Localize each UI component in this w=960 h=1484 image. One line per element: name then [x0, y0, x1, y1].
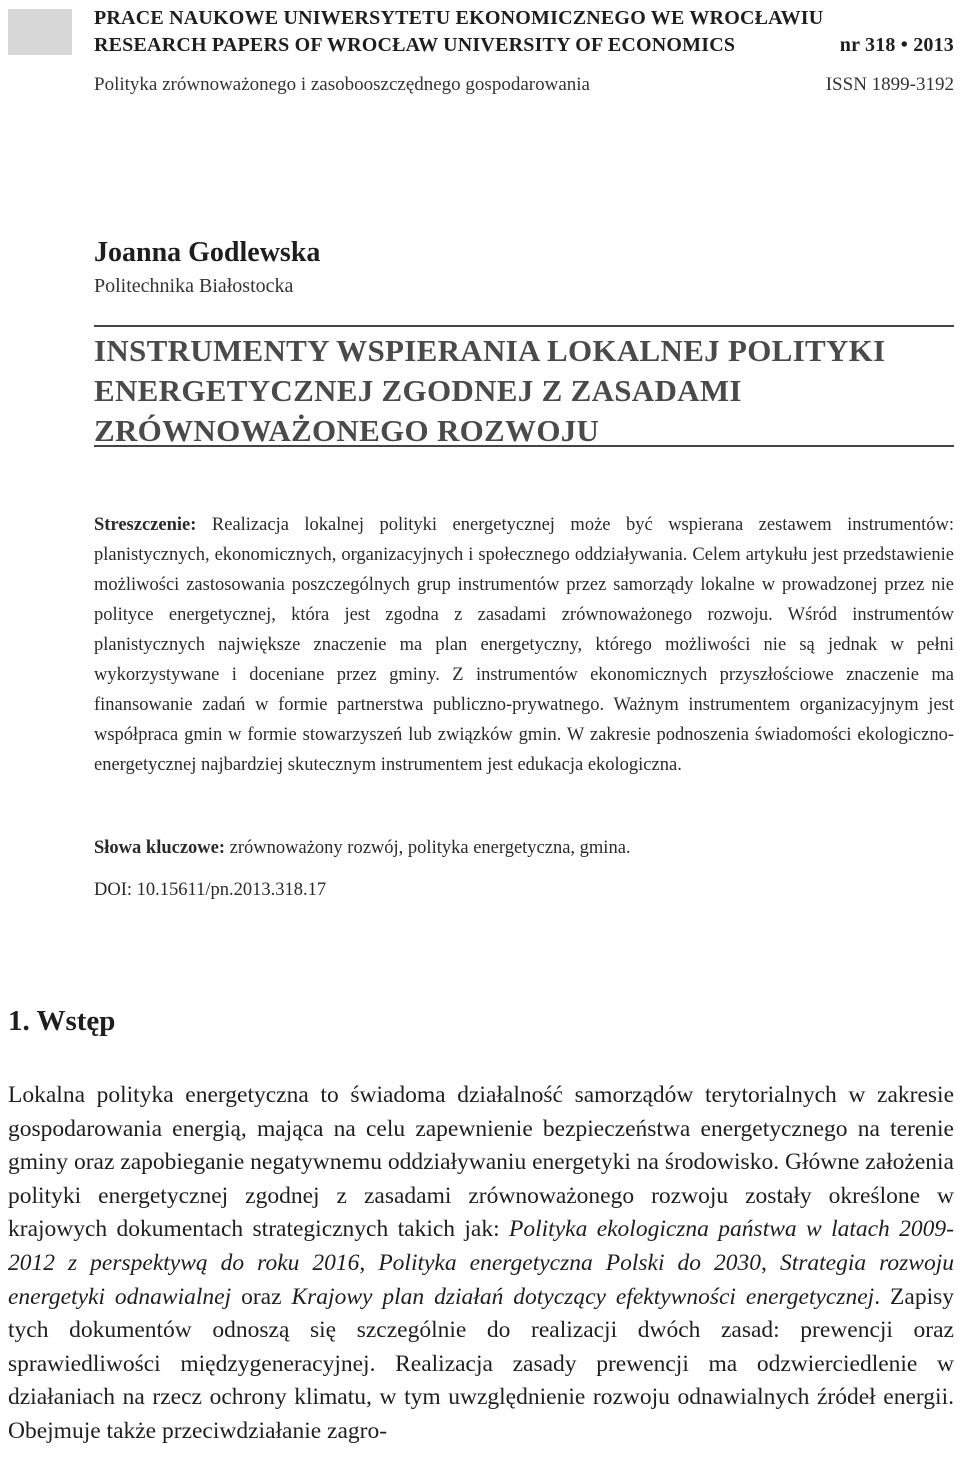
title-line: INSTRUMENTY WSPIERANIA LOKALNEJ POLITYKI [94, 333, 886, 368]
article-title [94, 331, 954, 451]
title-line: ZRÓWNOWAŻONEGO ROZWOJU [94, 413, 600, 448]
doi: DOI: 10.15611/pn.2013.318.17 [94, 880, 327, 900]
document-title: Polityka ekologiczna państwa w latach 2009-2012 z perspektywą do roku 2016 [8, 1216, 955, 1276]
document-title: Polityka energetyczna Polski do 2030 [378, 1249, 762, 1276]
keywords-label: Słowa kluczowe: [94, 838, 226, 858]
body-text-part: , [761, 1249, 780, 1276]
journal-name-polish: PRACE NAUKOWE UNIWERSYTETU EKONOMICZNEGO WE WROCŁAWIU [94, 7, 824, 29]
keywords [94, 838, 954, 859]
abstract-label: Streszczenie: [94, 515, 197, 535]
body-text-part: oraz [231, 1283, 292, 1310]
journal-name-english: RESEARCH PAPERS OF WROCŁAW UNIVERSITY OF ECONOMICS [94, 34, 736, 56]
abstract-text: Realizacja lokalnej polityki energetycznej może być wspierana zestawem instrumentów: planistycznych, ekonomicznych, organizacyjnych i społecznego oddziaływania. Celem artykułu jest przedstawienie możliwości zastosowania poszczególnych grup instrumentów przez samorządy lokalne w prowadzonej przez nie polityce energetycznej, która jest zgodna z zasadami zrównoważonego rozwoju. Wśród instrumentów planistycznych największe znaczenie ma plan energetyczny, którego możliwości nie są jednak w pełni wykorzystywane i doceniane przez gminy. Z instrumentów ekonomicznych przyszłościowe znaczenie ma finansowanie zadań w formie partnerstwa publiczno-prywatnego. Ważnym instrumentem organizacyjnym jest współpraca gmin w formie stowarzyszeń lub związków gmin. W zakresie podnoszenia świadomości ekologiczno-energetycznej najbardziej skutecznym instrumentem jest edukacja ekologiczna. [94, 515, 954, 775]
abstract [94, 510, 954, 780]
series-row [94, 74, 954, 96]
title-rule-bottom [94, 445, 954, 447]
body-paragraph [8, 1079, 954, 1449]
body-text-part: . Zapisy tych dokumentów odnoszą się szczególnie do realizacji dwóch zasad: prewencji oraz sprawiedliwości międzygeneracyjnej. Realizacja zasady prewencji ma odzwierciedlenie w działaniach na rzecz ochrony klimatu, w tym uwzględnienie rozwoju odnawialnych źródeł energii. Obejmuje także przeciwdziałanie zagro- [8, 1283, 954, 1444]
keywords-text: zrównoważony rozwój, polityka energetyczna, gmina. [229, 838, 631, 858]
title-line: ENERGETYCZNEJ ZGODNEJ Z ZASADAMI [94, 373, 742, 408]
issue-number: nr 318 • 2013 [839, 34, 954, 56]
author-name: Joanna Godlewska [94, 237, 321, 268]
body-text-part: Lokalna polityka energetyczna to świadoma działalność samorządów terytorialnych w zakresie gospodarowania energią, mająca na celu zapewnienie bezpieczeństwa energetycznego na terenie gminy oraz zapobieganie negatywnemu oddziaływaniu energetyki na środowisko. Główne założenia polityki energetycznej zgodnej z zasadami zrównoważonego rozwoju zostały określone w krajowych dokumentach strategicznych takich jak: [8, 1082, 954, 1243]
document-title: Krajowy plan działań dotyczący efektywności energetycznej [291, 1283, 875, 1310]
header-gray-block [8, 9, 72, 55]
issn: ISSN 1899-3192 [825, 74, 954, 95]
journal-name-english-row [94, 34, 954, 57]
title-rule-top [94, 325, 954, 327]
section-heading: 1. Wstęp [8, 1005, 116, 1037]
body-text-part: , [359, 1249, 379, 1276]
series-title: Polityka zrównoważonego i zasobooszczędnego gospodarowania [94, 74, 590, 95]
document-title: Strategia rozwoju energetyki odnawialnej [8, 1249, 954, 1310]
author-affiliation: Politechnika Białostocka [94, 275, 294, 297]
